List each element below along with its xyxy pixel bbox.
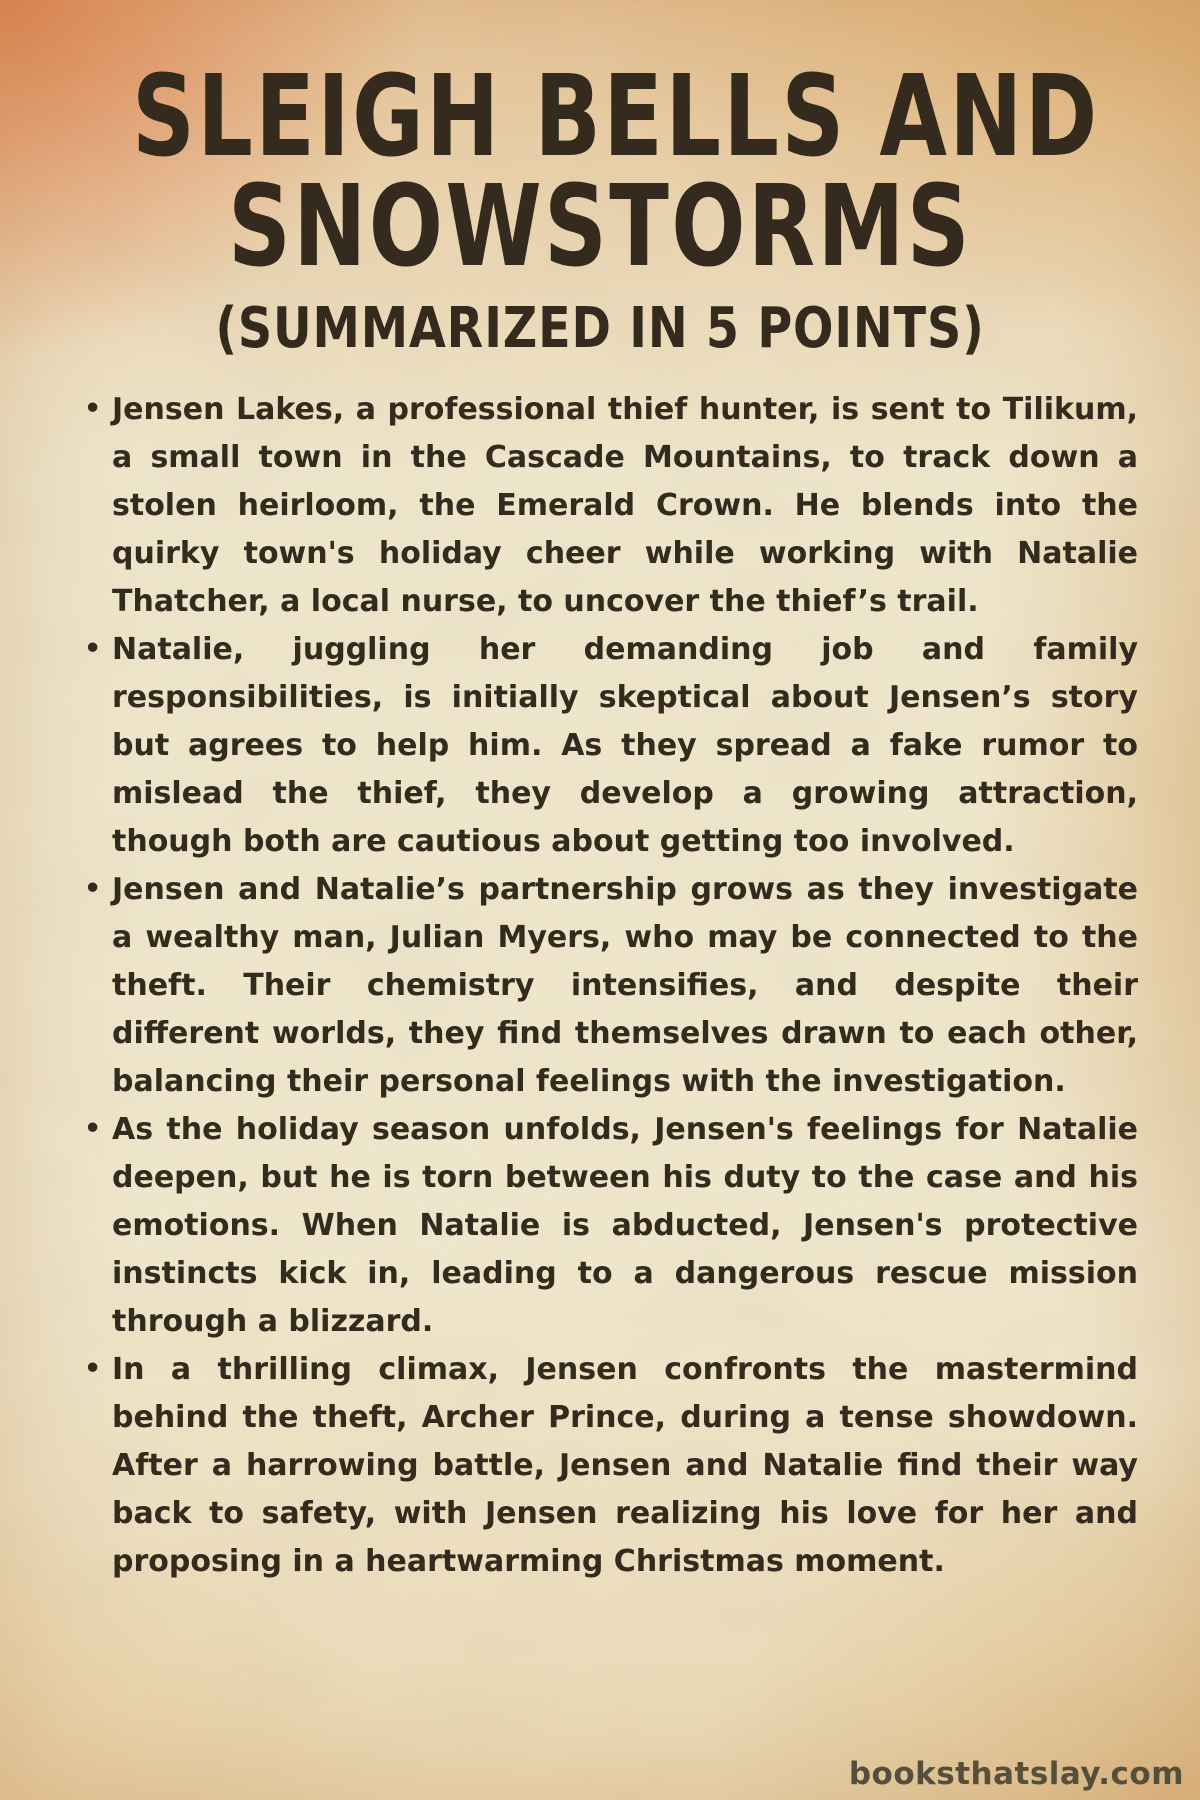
watermark: booksthatslay.com	[848, 1756, 1184, 1792]
title-line-1: SLEIGH BELLS AND	[132, 52, 1100, 182]
list-item: • Jensen and Natalie’s partnership grows as they investigate a wealthy man, Julian Myers, who may be connected to the theft. Their chemistry intensifies, and despite their different worlds, they find themselves drawn to each other, balancing their personal feelings with the investigation.	[112, 866, 1138, 1106]
list-item: • Jensen Lakes, a professional thief hunter, is sent to Tilikum, a small town in the Cascade Mountains, to track down a stolen heirloom, the Emerald Crown. He blends into the quirky town's holiday cheer while working with Natalie Thatcher, a local nurse, to uncover the thief’s trail.	[112, 386, 1138, 626]
page-subtitle: (SUMMARIZED IN 5 POINTS)	[215, 296, 985, 361]
summary-list	[0, 386, 1200, 1586]
list-item: • Natalie, juggling her demanding job and family responsibilities, is initially skeptical about Jensen’s story but agrees to help him. As they spread a fake rumor to mislead the thief, they develop a growing attraction, though both are cautious about getting too involved.	[112, 626, 1138, 866]
page-title	[0, 52, 1200, 292]
title-line-2: SNOWSTORMS	[228, 162, 972, 292]
header	[0, 0, 1200, 360]
list-item: • As the holiday season unfolds, Jensen's feelings for Natalie deepen, but he is torn between his duty to the case and his emotions. When Natalie is abducted, Jensen's protective instincts kick in, leading to a dangerous rescue mission through a blizzard.	[112, 1106, 1138, 1346]
list-item: • In a thrilling climax, Jensen confronts the mastermind behind the theft, Archer Prince, during a tense showdown. After a harrowing battle, Jensen and Natalie find their way back to safety, with Jensen realizing his love for her and proposing in a heartwarming Christmas moment.	[112, 1346, 1138, 1586]
